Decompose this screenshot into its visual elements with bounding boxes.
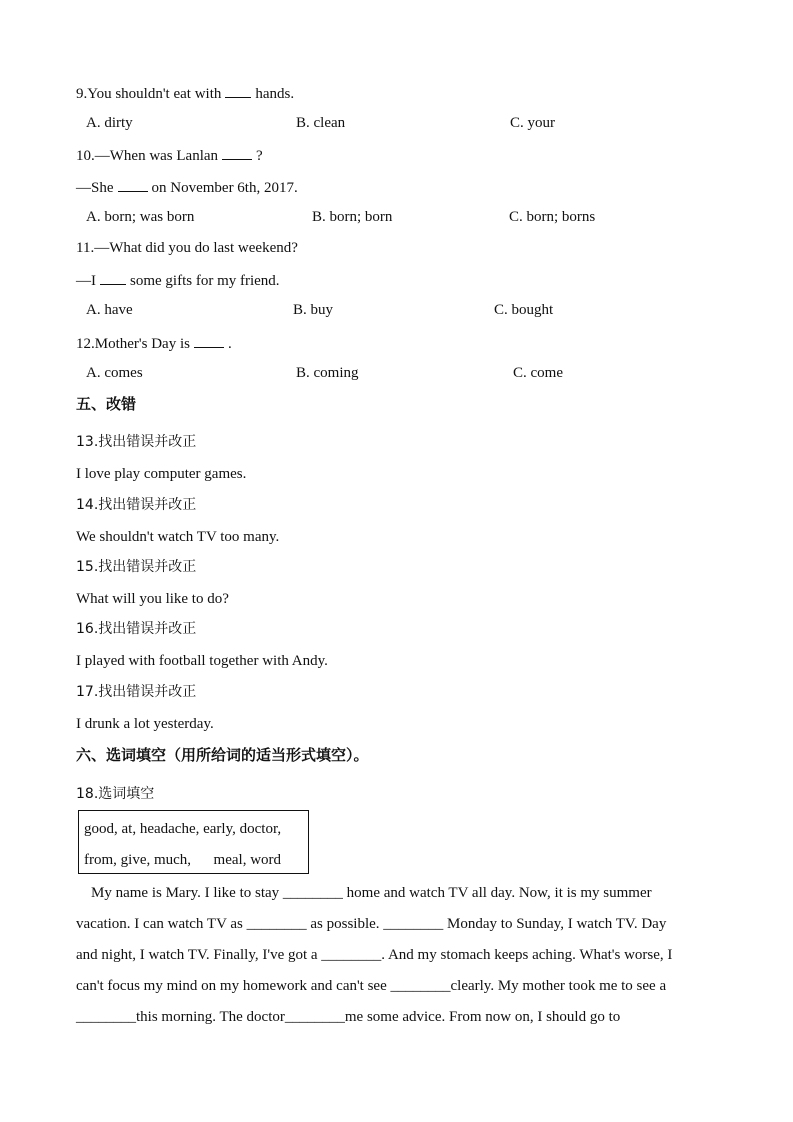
question-11-reply: —I: [76, 273, 96, 289]
correction-15-label: 15.找出错误并改正: [76, 559, 197, 575]
answer-blank: [194, 333, 224, 348]
option-c: C. come: [513, 365, 563, 381]
word-bank-line-1: good, at, headache, early, doctor,: [84, 821, 282, 837]
correction-15-sentence: What will you like to do?: [76, 591, 229, 607]
word-bank-line-2: from, give, much, meal, word: [84, 852, 282, 868]
correction-17-sentence: I drunk a lot yesterday.: [76, 716, 214, 732]
question-18-label: 18.选词填空: [76, 786, 155, 802]
question-10-line-1: [76, 145, 263, 165]
option-a: A. comes: [86, 365, 143, 381]
question-10-line-2: [76, 177, 298, 197]
answer-blank: [222, 145, 252, 160]
passage-line-1: My name is Mary. I like to stay ________ home and watch TV all day. Now, it is my summer: [76, 885, 652, 901]
option-b: B. born; born: [312, 209, 393, 225]
passage-line-3: and night, I watch TV. Finally, I've got a ________. And my stomach keeps aching. What's worse, I: [76, 947, 673, 963]
correction-14-sentence: We shouldn't watch TV too many.: [76, 529, 280, 545]
answer-blank: [100, 270, 126, 285]
option-a: A. have: [86, 302, 133, 318]
correction-13-sentence: I love play computer games.: [76, 466, 247, 482]
correction-14-label: 14.找出错误并改正: [76, 497, 197, 513]
question-11-line-1: 11.—What did you do last weekend?: [76, 240, 298, 256]
question-10-stem: 10.—When was Lanlan: [76, 148, 219, 164]
option-b: B. clean: [296, 115, 346, 131]
passage-line-4: can't focus my mind on my homework and can't see ________clearly. My mother took me to see a: [76, 978, 667, 994]
correction-17-label: 17.找出错误并改正: [76, 684, 197, 700]
question-10-reply-end: on November 6th, 2017.: [151, 180, 298, 196]
question-10-stem-end: ?: [256, 148, 263, 164]
correction-16-label: 16.找出错误并改正: [76, 621, 197, 637]
answer-blank: [118, 177, 148, 192]
question-11-reply-end: some gifts for my friend.: [130, 273, 280, 289]
question-12-stem: 12.Mother's Day is: [76, 336, 190, 352]
option-a: A. born; was born: [86, 209, 195, 225]
option-c: C. bought: [494, 302, 554, 318]
correction-16-sentence: I played with football together with Andy.: [76, 653, 328, 669]
question-10-reply: —She: [76, 180, 114, 196]
question-12-stem-end: .: [227, 336, 232, 352]
option-c: C. born; borns: [509, 209, 596, 225]
passage-line-5: ________this morning. The doctor________me some advice. From now on, I should go to: [76, 1009, 621, 1025]
section-5-title: 五、改错: [76, 395, 137, 413]
option-c: C. your: [510, 115, 555, 131]
question-9-stem-end: hands.: [255, 86, 295, 102]
word-bank-box: [78, 810, 309, 874]
question-9: [76, 83, 294, 103]
question-12: [76, 333, 232, 353]
option-b: B. buy: [293, 302, 334, 318]
correction-13-label: 13.找出错误并改正: [76, 434, 197, 450]
question-11-line-2: [76, 270, 280, 290]
passage-line-2: vacation. I can watch TV as ________ as possible. ________ Monday to Sunday, I watch TV. Day: [76, 916, 667, 932]
question-9-stem: 9.You shouldn't eat with: [76, 86, 222, 102]
option-a: A. dirty: [86, 115, 133, 131]
section-6-title: 六、选词填空（用所给词的适当形式填空）。: [76, 746, 369, 764]
answer-blank: [225, 83, 251, 98]
option-b: B. coming: [296, 365, 359, 381]
